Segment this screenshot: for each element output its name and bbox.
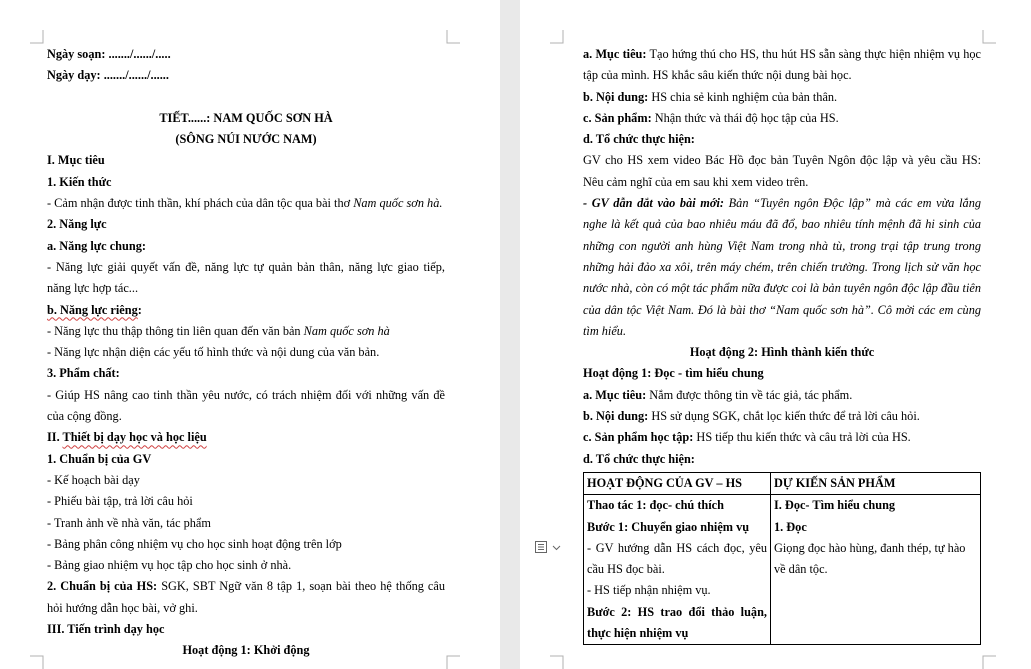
page-corner-mark xyxy=(550,655,564,669)
page-corner-mark xyxy=(30,655,44,669)
page-gutter xyxy=(500,0,520,669)
table-cell[interactable]: I. Đọc- Tìm hiểu chung 1. Đọc Giọng đọc hào hùng, đanh thép, tự hào về dân tộc. xyxy=(771,495,981,645)
date-prepared: Ngày soạn: ......./....../..... xyxy=(47,47,171,61)
list-item: - Bảng phân công nhiệm vụ cho học sinh hoạt động trên lớp xyxy=(47,536,342,551)
table-row xyxy=(584,495,981,645)
subsection-heading: d. Tổ chức thực hiện: xyxy=(583,451,695,466)
subsection-heading: a. Năng lực chung: xyxy=(47,238,146,253)
paragraph: GV cho HS xem video Bác Hồ đọc bản Tuyên Ngôn độc lập và yêu cầu HS: Nêu cảm nghĩ của em sau khi xem video trên. xyxy=(583,153,981,189)
table-layout-handle[interactable] xyxy=(534,538,568,556)
page-corner-mark xyxy=(446,655,460,669)
lesson-subtitle: (SÔNG NÚI NƯỚC NAM) xyxy=(175,132,317,147)
paragraph: c. Sản phẩm học tập: HS tiếp thu kiến thức và câu trả lời của HS. xyxy=(583,430,911,445)
section-heading: I. Mục tiêu xyxy=(47,153,105,168)
page-corner-mark xyxy=(30,30,44,44)
table-layout-icon[interactable] xyxy=(534,540,548,554)
date-taught: Ngày dạy: ......./....../...... xyxy=(47,68,169,83)
page-corner-mark xyxy=(982,30,996,44)
intro-paragraph: - GV dẫn dắt vào bài mới: Bản “Tuyên ngôn Độc lập” mà các em vừa lắng nghe là kết quả của bao nhiêu máu đã đổ, bao nhiêu tính mệnh đã hi sinh của những con người anh hùng Việt Nam trong nhà tù, trong trại tập trung trong những hải đảo xa xôi, trên máy chém, trên chiến trường. Trong lịch sử văn học nước nhà, còn có một tác phẩm nữa được coi là bản tuyên ngôn độc lập đầu tiên của dân tộc Việt Nam. Đó là bài thơ “Nam quốc sơn hà”. Cô mời các em cùng tìm hiểu. xyxy=(583,196,981,338)
table-cell[interactable]: Thao tác 1: đọc- chú thích Bước 1: Chuyển giao nhiệm vụ - GV hướng dẫn HS cách đọc, yêu cầu HS đọc bài. - HS tiếp nhận nhiệm vụ. Bước 2: HS trao đổi thảo luận, thực hiện nhiệm vụ xyxy=(584,495,771,645)
section-heading: III. Tiến trình dạy học xyxy=(47,622,165,637)
table-header-row xyxy=(584,472,981,494)
paragraph: - Giúp HS nâng cao tinh thần yêu nước, có trách nhiệm đối với những vấn đề của cộng đồng. xyxy=(47,387,445,424)
list-item: - Tranh ảnh về nhà văn, tác phẩm xyxy=(47,515,211,530)
subsection-heading: 1. Chuẩn bị của GV xyxy=(47,451,152,466)
document-page-left xyxy=(0,0,500,669)
page-corner-mark xyxy=(550,30,564,44)
page-corner-mark xyxy=(982,655,996,669)
subsection-heading: d. Tổ chức thực hiện: xyxy=(583,132,695,147)
subsection-heading: 1. Kiến thức xyxy=(47,174,112,189)
lesson-title: TIẾT......: NAM QUỐC SƠN HÀ xyxy=(159,110,333,125)
subsection-heading: 3. Phẩm chất: xyxy=(47,366,120,381)
activity-subheading: Hoạt động 1: Đọc - tìm hiểu chung xyxy=(583,366,764,381)
spellcheck-underlined-text: b. Năng lực riêng xyxy=(47,302,138,317)
paragraph: b. Nội dung: HS chia sẻ kinh nghiệm của bản thân. xyxy=(583,89,838,104)
chevron-down-icon[interactable] xyxy=(552,543,561,552)
table-header-cell[interactable]: HOẠT ĐỘNG CỦA GV – HS xyxy=(584,472,771,494)
subsection-heading: 2. Năng lực xyxy=(47,217,107,232)
activity-table[interactable] xyxy=(583,472,981,645)
paragraph: a. Mục tiêu: Nắm được thông tin về tác giả, tác phẩm. xyxy=(583,387,853,402)
list-item: - Năng lực nhận diện các yếu tố hình thức và nội dung của văn bản. xyxy=(47,345,380,360)
page-corner-mark xyxy=(446,30,460,44)
section-heading: II. Thiết bị dạy học và học liệu xyxy=(47,430,207,445)
paragraph: 2. Chuẩn bị của HS: SGK, SBT Ngữ văn 8 tập 1, soạn bài theo hệ thống câu hỏi hướng dẫn học bài, vở ghi. xyxy=(47,579,446,615)
document-text[interactable] xyxy=(583,44,981,645)
activity-heading: Hoạt động 2: Hình thành kiến thức xyxy=(689,345,875,360)
document-page-right xyxy=(520,0,1031,669)
list-item: - Phiếu bài tập, trả lời câu hỏi xyxy=(47,494,193,509)
list-item: - Bảng giao nhiệm vụ học tập cho học sinh ở nhà. xyxy=(47,558,292,573)
activity-heading: Hoạt động 1: Khởi động xyxy=(182,643,310,658)
list-item: - Kế hoạch bài dạy xyxy=(47,472,140,487)
paragraph: c. Sản phẩm: Nhận thức và thái độ học tập của HS. xyxy=(583,110,839,125)
paragraph: - Năng lực giải quyết vấn đề, năng lực tự quản bản thân, năng lực giao tiếp, năng lực hợp tác... xyxy=(47,259,445,296)
paragraph: - Cảm nhận được tinh thần, khí phách của dân tộc qua bài thơ Nam quốc sơn hà. xyxy=(47,196,443,211)
paragraph: b. Nội dung: HS sử dụng SGK, chắt lọc kiến thức để trả lời câu hỏi. xyxy=(583,409,920,424)
paragraph: a. Mục tiêu: Tạo hứng thú cho HS, thu hút HS sẵn sàng thực hiện nhiệm vụ học tập của mình. HS khắc sâu kiến thức nội dung bài học. xyxy=(583,47,981,83)
subsection-heading: b. Năng lực riêng: xyxy=(47,302,142,317)
list-item: - Năng lực thu thập thông tin liên quan đến văn bản Nam quốc sơn hà xyxy=(47,323,390,338)
spellcheck-underlined-text: Thiết bị dạy học và học liệu xyxy=(62,430,207,445)
table-header-cell[interactable]: DỰ KIẾN SẢN PHẨM xyxy=(771,472,981,494)
document-text[interactable] xyxy=(47,44,445,662)
